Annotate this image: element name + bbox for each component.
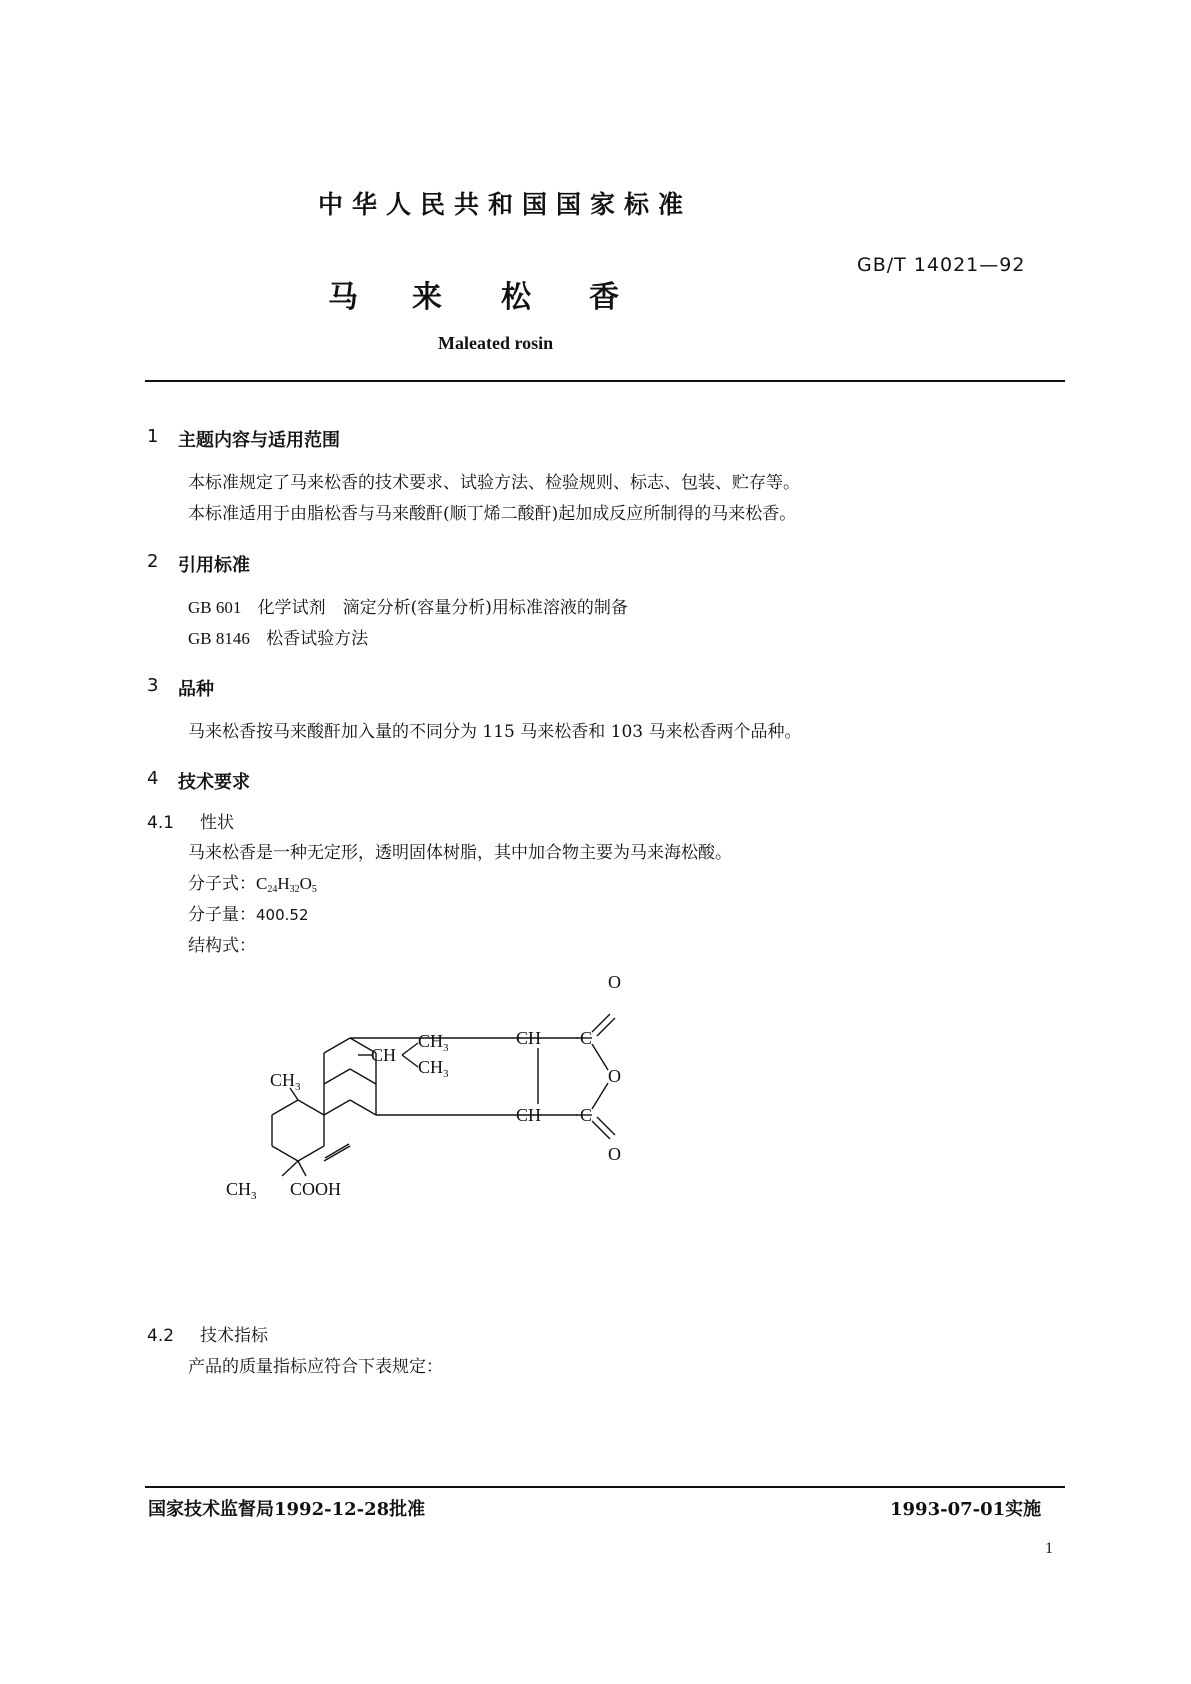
structural-formula-diagram [220, 960, 680, 1230]
formula-h-subscript: 32 [289, 884, 300, 895]
section-2-number: 2 [147, 551, 159, 572]
structure-label: 结构式： [188, 936, 256, 956]
reference-name: 化学试剂 滴定分析(容量分析)用标准溶液的制备 [257, 598, 628, 618]
section-4-2-paragraph: 产品的质量指标应符合下表规定： [188, 1357, 443, 1377]
section-4-1-number: 4.1 [147, 813, 175, 833]
national-standard-heading: 中华人民共和国国家标准 [318, 190, 693, 219]
mw-label: 分子量： [188, 905, 256, 925]
header-divider [145, 380, 1065, 382]
reference-name: 松香试验方法 [266, 629, 369, 649]
section-3-number: 3 [147, 675, 159, 696]
reference-item [188, 598, 628, 618]
formula-c-subscript: 24 [267, 884, 278, 895]
section-2-title: 引用标准 [178, 555, 250, 576]
implementation-date: 1993-07-01实施 [890, 1499, 1042, 1520]
molecular-weight [188, 905, 309, 925]
isopropyl-ch3-a: $CH_3$ [418, 1031, 449, 1054]
formula-label: 分子式： [188, 874, 256, 894]
section-4-1-paragraph: 马来松香是一种无定形，透明固体树脂，其中加合物主要为马来海松酸。 [188, 843, 732, 863]
carbon-bottom: C [580, 1105, 593, 1125]
isopropyl-ch: CH [371, 1045, 397, 1065]
section-3-title: 品种 [178, 679, 214, 700]
structure-labels [226, 972, 621, 1202]
formula-h: H [277, 874, 290, 893]
isopropyl-ch3-b: $CH_3$ [418, 1057, 449, 1080]
bottom-methyl: $CH_3$ [226, 1179, 257, 1202]
section-4-1-title: 性状 [200, 813, 234, 833]
section-1-number: 1 [147, 426, 159, 447]
section-4-2-number: 4.2 [147, 1326, 175, 1346]
section-1-paragraph-2: 本标准适用于由脂松香与马来酸酐(顺丁烯二酸酐)起加成反应所制得的马来松香。 [188, 504, 797, 524]
ring-skeleton [272, 1014, 615, 1176]
angular-methyl: $CH_3$ [270, 1070, 301, 1093]
title-char-2: 来 [412, 280, 442, 315]
page-number: 1 [1045, 1540, 1053, 1557]
section-1-paragraph-1: 本标准规定了马来松香的技术要求、试验方法、检验规则、标志、包装、贮存等。 [188, 473, 800, 493]
title-char-3: 松 [501, 280, 531, 315]
english-title: Maleated rosin [438, 333, 554, 353]
title-char-1: 马 [328, 280, 358, 315]
ch-bottom: CH [516, 1105, 542, 1125]
ch-top: CH [516, 1028, 542, 1048]
carboxyl-group: COOH [290, 1179, 342, 1199]
carbonyl-oxygen-top: O [608, 972, 621, 992]
mw-value: 400.52 [256, 906, 309, 924]
section-4-2-title: 技术指标 [200, 1326, 268, 1346]
carbon-top: C [580, 1028, 593, 1048]
formula-c: C [256, 874, 268, 893]
formula-o: O [299, 874, 312, 893]
reference-code: GB 8146 [188, 629, 250, 648]
footer-divider [145, 1486, 1065, 1488]
formula-o-subscript: 5 [311, 884, 317, 895]
section-1-title: 主题内容与适用范围 [178, 430, 340, 451]
section-4-title: 技术要求 [178, 772, 250, 793]
molecular-formula [188, 874, 317, 900]
section-3-paragraph: 马来松香按马来酸酐加入量的不同分为 115 马来松香和 103 马来松香两个品种。 [188, 722, 802, 742]
title-char-4: 香 [589, 280, 619, 315]
standard-number: GB/T 14021—92 [857, 254, 1026, 276]
ring-oxygen: O [608, 1066, 621, 1086]
carbonyl-oxygen-bottom: O [608, 1144, 621, 1164]
reference-code: GB 601 [188, 598, 242, 617]
reference-item [188, 629, 368, 649]
section-4-number: 4 [147, 768, 159, 789]
approval-statement: 国家技术监督局1992-12-28批准 [148, 1499, 426, 1520]
